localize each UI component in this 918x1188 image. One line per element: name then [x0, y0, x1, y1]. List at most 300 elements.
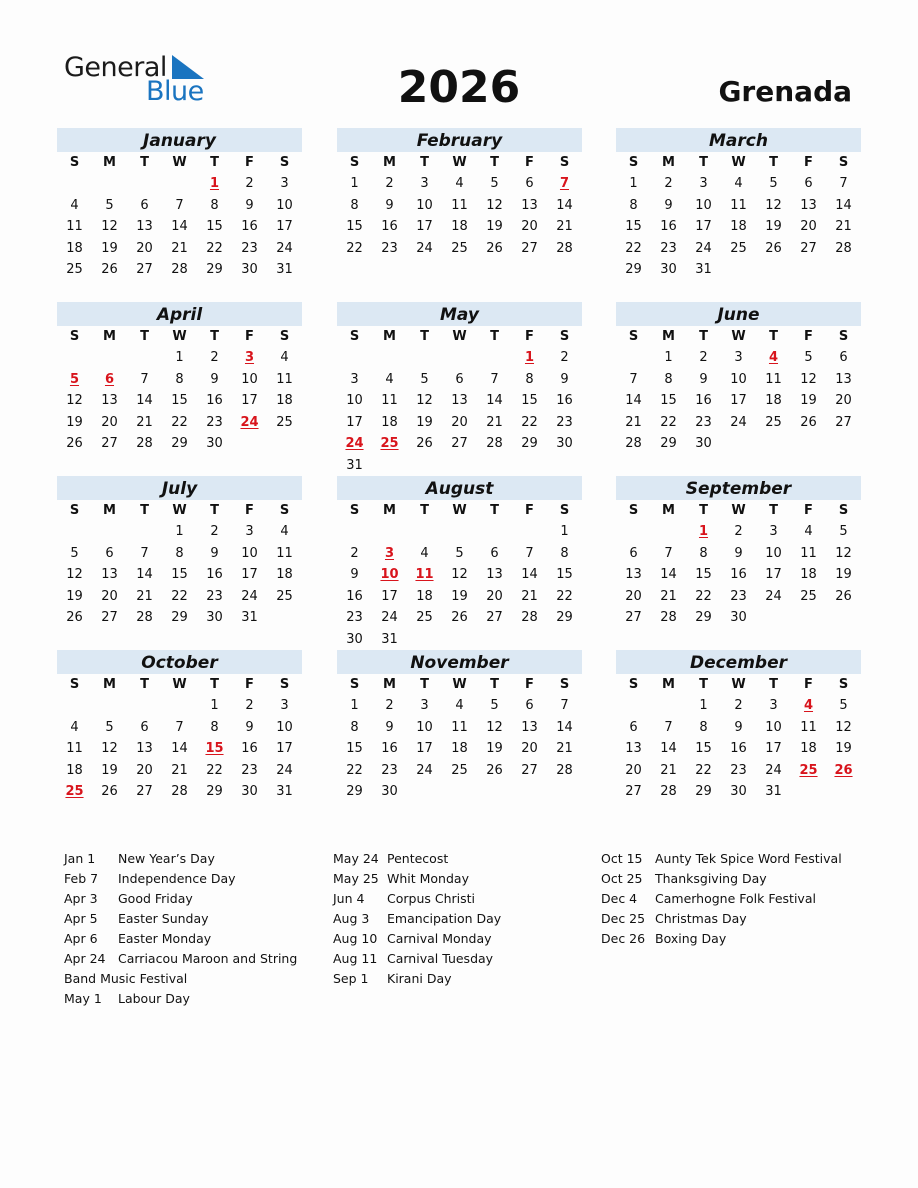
weekday-label: F — [525, 155, 534, 170]
weekday-label: M — [103, 677, 116, 692]
day-cell: 18 — [66, 240, 83, 256]
day-cell: 25 — [451, 762, 468, 778]
day-cell: 13 — [625, 567, 642, 583]
day-cell: 14 — [835, 197, 852, 213]
day-cell: 19 — [765, 219, 782, 235]
day-cell: 4 — [455, 176, 464, 191]
day-cell: 7 — [839, 176, 848, 191]
weekday-header-row — [57, 152, 302, 173]
day-cell: 8 — [560, 545, 569, 561]
day-cell: 16 — [241, 219, 258, 235]
day-cell: 26 — [835, 588, 852, 604]
day-cell: 22 — [695, 588, 712, 604]
day-cell: 6 — [629, 719, 638, 735]
day-cell: 7 — [140, 371, 149, 387]
holiday-name: Good Friday — [118, 891, 193, 906]
empty-day-cell — [547, 629, 582, 651]
day-cell: 16 — [695, 393, 712, 409]
holiday-list-item — [333, 949, 603, 969]
day-cell: 19 — [486, 741, 503, 757]
week-row — [337, 173, 582, 195]
day-cell: 14 — [171, 219, 188, 235]
month-september — [616, 476, 861, 629]
day-cell: 22 — [346, 240, 363, 256]
day-cell: 26 — [486, 762, 503, 778]
day-cell: 2 — [560, 350, 569, 365]
weekday-label: T — [769, 329, 778, 344]
day-cell: 21 — [486, 414, 503, 430]
day-cell: 6 — [525, 698, 534, 713]
day-cell: 13 — [835, 371, 852, 387]
day-cell: 13 — [521, 719, 538, 735]
day-cell: 6 — [839, 350, 848, 365]
holiday-list-item — [333, 909, 603, 929]
week-row — [57, 695, 302, 717]
week-row — [616, 238, 861, 260]
empty-day-cell — [651, 521, 686, 543]
day-cell: 15 — [206, 219, 223, 235]
holiday-date: Apr 24 — [64, 951, 106, 966]
holiday-day-cell: 10 — [380, 567, 399, 583]
day-cell: 28 — [556, 240, 573, 256]
day-cell: 24 — [416, 762, 433, 778]
day-cell: 1 — [350, 698, 359, 713]
week-row — [337, 760, 582, 782]
month-october — [57, 650, 302, 803]
day-cell: 2 — [385, 176, 394, 191]
weekday-header-row — [337, 674, 582, 695]
week-row — [337, 521, 582, 543]
holiday-name: Boxing Day — [655, 931, 727, 946]
day-cell: 24 — [730, 414, 747, 430]
day-cell: 12 — [66, 393, 83, 409]
day-cell: 21 — [625, 414, 642, 430]
day-cell: 12 — [835, 545, 852, 561]
weekday-label: T — [699, 155, 708, 170]
holiday-date: Dec 4 — [601, 891, 638, 906]
weekday-label: W — [172, 155, 187, 170]
month-name: March — [616, 128, 861, 152]
day-cell: 10 — [276, 719, 293, 735]
week-row — [337, 717, 582, 739]
day-cell: 31 — [346, 457, 363, 473]
holiday-name: Aunty Tek Spice Word Festival — [655, 851, 842, 866]
day-cell: 11 — [451, 197, 468, 213]
day-cell: 8 — [350, 719, 359, 735]
holiday-day-cell: 3 — [384, 545, 395, 561]
day-cell: 10 — [241, 545, 258, 561]
day-cell: 2 — [245, 176, 254, 191]
day-cell: 16 — [730, 567, 747, 583]
empty-day-cell — [127, 173, 162, 195]
day-cell: 11 — [800, 545, 817, 561]
empty-day-cell — [407, 781, 442, 803]
day-cell: 19 — [835, 567, 852, 583]
day-cell: 26 — [765, 240, 782, 256]
weekday-label: M — [662, 155, 675, 170]
month-name: December — [616, 650, 861, 674]
empty-day-cell — [616, 347, 651, 369]
weekday-label: S — [279, 503, 290, 518]
empty-day-cell — [267, 607, 302, 629]
holiday-date: Aug 11 — [333, 951, 378, 966]
day-cell: 13 — [800, 197, 817, 213]
empty-day-cell — [232, 433, 267, 455]
day-cell: 2 — [664, 176, 673, 191]
day-cell: 11 — [66, 741, 83, 757]
week-row — [337, 781, 582, 803]
day-cell: 28 — [136, 610, 153, 626]
empty-day-cell — [442, 455, 477, 477]
weekday-label: T — [769, 503, 778, 518]
empty-day-cell — [407, 347, 442, 369]
empty-day-cell — [512, 521, 547, 543]
day-cell: 17 — [241, 393, 258, 409]
day-cell: 15 — [171, 567, 188, 583]
day-cell: 15 — [171, 393, 188, 409]
day-cell: 31 — [276, 784, 293, 800]
weekday-header-row — [57, 326, 302, 347]
holiday-date: May 25 — [333, 871, 379, 886]
holiday-name: Labour Day — [118, 991, 190, 1006]
day-cell: 18 — [276, 567, 293, 583]
weekday-label: F — [245, 329, 254, 344]
week-row — [337, 390, 582, 412]
day-cell: 25 — [765, 414, 782, 430]
weekday-label: T — [420, 503, 429, 518]
weekday-label: T — [490, 329, 499, 344]
day-cell: 12 — [451, 567, 468, 583]
weekday-label: M — [103, 503, 116, 518]
day-cell: 10 — [416, 197, 433, 213]
day-cell: 3 — [769, 524, 778, 539]
day-cell: 16 — [730, 741, 747, 757]
week-row — [57, 521, 302, 543]
day-cell: 6 — [105, 545, 114, 561]
empty-day-cell — [92, 521, 127, 543]
holiday-name: Emancipation Day — [387, 911, 502, 926]
day-cell: 26 — [101, 784, 118, 800]
holiday-day-cell: 24 — [240, 414, 259, 430]
day-cell: 17 — [416, 741, 433, 757]
day-cell: 6 — [140, 719, 149, 735]
day-cell: 2 — [210, 350, 219, 365]
day-cell: 23 — [695, 414, 712, 430]
generalblue-logo — [64, 52, 214, 108]
week-row — [616, 173, 861, 195]
day-cell: 8 — [175, 371, 184, 387]
weekday-header-row — [616, 326, 861, 347]
empty-day-cell — [826, 781, 861, 803]
holiday-list-item — [601, 849, 871, 869]
empty-day-cell — [92, 347, 127, 369]
holiday-name: New Year’s Day — [118, 851, 215, 866]
week-row — [57, 564, 302, 586]
day-cell: 1 — [350, 176, 359, 191]
week-row — [616, 412, 861, 434]
month-august — [337, 476, 582, 651]
holiday-name: Easter Sunday — [118, 911, 209, 926]
weekday-label: W — [172, 503, 187, 518]
weekday-label: W — [172, 677, 187, 692]
day-cell: 20 — [521, 219, 538, 235]
week-row — [616, 259, 861, 281]
weekday-label: F — [804, 329, 813, 344]
holiday-day-cell: 1 — [698, 524, 709, 539]
day-cell: 27 — [835, 414, 852, 430]
week-row — [616, 738, 861, 760]
empty-day-cell — [442, 347, 477, 369]
empty-day-cell — [57, 695, 92, 717]
holiday-name: Carnival Monday — [387, 931, 492, 946]
week-row — [616, 347, 861, 369]
day-cell: 9 — [734, 545, 743, 561]
day-cell: 22 — [346, 762, 363, 778]
day-cell: 2 — [734, 698, 743, 713]
day-cell: 7 — [560, 698, 569, 713]
day-cell: 10 — [241, 371, 258, 387]
day-cell: 21 — [171, 240, 188, 256]
weekday-label: M — [383, 155, 396, 170]
weekday-label: S — [628, 677, 639, 692]
day-cell: 30 — [381, 784, 398, 800]
weekday-label: M — [662, 677, 675, 692]
day-cell: 24 — [276, 762, 293, 778]
day-cell: 24 — [276, 240, 293, 256]
day-cell: 1 — [175, 524, 184, 539]
day-cell: 25 — [800, 588, 817, 604]
day-cell: 4 — [420, 545, 429, 561]
empty-day-cell — [57, 173, 92, 195]
week-row — [57, 543, 302, 565]
day-cell: 6 — [455, 371, 464, 387]
day-cell: 28 — [521, 610, 538, 626]
holiday-name: Carnival Tuesday — [387, 951, 494, 966]
day-cell: 12 — [486, 197, 503, 213]
weekday-label: S — [559, 155, 570, 170]
day-cell: 28 — [136, 436, 153, 452]
weekday-label: S — [838, 329, 849, 344]
day-cell: 19 — [416, 414, 433, 430]
day-cell: 10 — [416, 719, 433, 735]
month-name: August — [337, 476, 582, 500]
holiday-list-item — [601, 889, 871, 909]
day-cell: 11 — [730, 197, 747, 213]
day-cell: 28 — [835, 240, 852, 256]
week-row — [337, 455, 582, 477]
weekday-label: T — [210, 503, 219, 518]
day-cell: 28 — [660, 784, 677, 800]
empty-day-cell — [651, 695, 686, 717]
holiday-date: Aug 10 — [333, 931, 378, 946]
day-cell: 5 — [70, 545, 79, 561]
holiday-date: Feb 7 — [64, 871, 99, 886]
day-cell: 5 — [455, 545, 464, 561]
day-cell: 28 — [486, 436, 503, 452]
day-cell: 20 — [101, 414, 118, 430]
weekday-header-row — [616, 500, 861, 521]
day-cell: 25 — [416, 610, 433, 626]
holiday-list-item — [64, 969, 334, 989]
day-cell: 12 — [835, 719, 852, 735]
weekday-label: S — [349, 155, 360, 170]
day-cell: 14 — [486, 393, 503, 409]
day-cell: 1 — [664, 350, 673, 365]
week-row — [616, 760, 861, 782]
day-cell: 23 — [381, 240, 398, 256]
day-cell: 24 — [241, 588, 258, 604]
day-cell: 16 — [346, 588, 363, 604]
day-cell: 4 — [385, 371, 394, 387]
empty-day-cell — [547, 455, 582, 477]
holiday-list-item — [64, 949, 334, 969]
day-cell: 23 — [206, 588, 223, 604]
empty-day-cell — [477, 781, 512, 803]
day-cell: 22 — [556, 588, 573, 604]
day-cell: 28 — [660, 610, 677, 626]
empty-day-cell — [407, 455, 442, 477]
day-cell: 3 — [280, 176, 289, 191]
empty-day-cell — [442, 629, 477, 651]
day-cell: 25 — [66, 262, 83, 278]
weekday-label: S — [628, 329, 639, 344]
day-cell: 31 — [765, 784, 782, 800]
week-row — [616, 521, 861, 543]
day-cell: 9 — [385, 197, 394, 213]
week-row — [337, 629, 582, 651]
empty-day-cell — [512, 629, 547, 651]
day-cell: 31 — [381, 631, 398, 647]
day-cell: 4 — [280, 524, 289, 539]
day-cell: 12 — [486, 719, 503, 735]
day-cell: 15 — [695, 567, 712, 583]
day-cell: 5 — [839, 524, 848, 539]
day-cell: 10 — [765, 545, 782, 561]
holiday-name: Thanksgiving Day — [655, 871, 767, 886]
day-cell: 14 — [556, 719, 573, 735]
day-cell: 15 — [346, 219, 363, 235]
day-cell: 25 — [276, 588, 293, 604]
day-cell: 3 — [420, 698, 429, 713]
day-cell: 3 — [734, 350, 743, 365]
day-cell: 29 — [206, 784, 223, 800]
weekday-label: M — [103, 329, 116, 344]
day-cell: 7 — [629, 371, 638, 387]
day-cell: 29 — [171, 610, 188, 626]
day-cell: 23 — [660, 240, 677, 256]
holiday-date: Apr 3 — [64, 891, 98, 906]
holiday-name: Corpus Christi — [387, 891, 476, 906]
day-cell: 20 — [136, 240, 153, 256]
day-cell: 18 — [800, 741, 817, 757]
day-cell: 19 — [101, 240, 118, 256]
week-row — [57, 738, 302, 760]
day-cell: 16 — [206, 567, 223, 583]
day-cell: 28 — [171, 262, 188, 278]
week-row — [57, 433, 302, 455]
weekday-label: W — [731, 155, 746, 170]
day-cell: 23 — [241, 240, 258, 256]
weekday-label: T — [769, 155, 778, 170]
weekday-label: S — [838, 503, 849, 518]
day-cell: 13 — [101, 393, 118, 409]
week-row — [57, 781, 302, 803]
day-cell: 10 — [730, 371, 747, 387]
holiday-list-item — [333, 929, 603, 949]
empty-day-cell — [826, 433, 861, 455]
holiday-day-cell: 25 — [380, 436, 399, 452]
day-cell: 12 — [416, 393, 433, 409]
weekday-label: W — [731, 329, 746, 344]
day-cell: 2 — [210, 524, 219, 539]
day-cell: 28 — [625, 436, 642, 452]
day-cell: 15 — [346, 741, 363, 757]
holiday-name: Band Music Festival — [64, 971, 188, 986]
holiday-list-item — [64, 849, 334, 869]
holiday-list-item — [64, 929, 334, 949]
week-row — [337, 543, 582, 565]
empty-day-cell — [826, 259, 861, 281]
day-cell: 3 — [420, 176, 429, 191]
weekday-label: T — [210, 677, 219, 692]
day-cell: 25 — [451, 240, 468, 256]
weekday-label: W — [731, 503, 746, 518]
day-cell: 15 — [625, 219, 642, 235]
holiday-date: Aug 3 — [333, 911, 370, 926]
week-row — [337, 738, 582, 760]
day-cell: 23 — [730, 762, 747, 778]
day-cell: 22 — [660, 414, 677, 430]
empty-day-cell — [756, 433, 791, 455]
day-cell: 13 — [136, 219, 153, 235]
day-cell: 30 — [346, 631, 363, 647]
day-cell: 3 — [699, 176, 708, 191]
weekday-label: M — [383, 503, 396, 518]
day-cell: 24 — [381, 610, 398, 626]
empty-day-cell — [57, 521, 92, 543]
day-cell: 14 — [136, 567, 153, 583]
weekday-label: S — [559, 329, 570, 344]
day-cell: 20 — [625, 762, 642, 778]
week-row — [337, 238, 582, 260]
day-cell: 14 — [660, 567, 677, 583]
month-june — [616, 302, 861, 455]
day-cell: 27 — [136, 784, 153, 800]
day-cell: 12 — [101, 741, 118, 757]
weekday-label: T — [420, 155, 429, 170]
day-cell: 24 — [765, 588, 782, 604]
day-cell: 7 — [525, 545, 534, 561]
weekday-header-row — [616, 674, 861, 695]
day-cell: 17 — [276, 741, 293, 757]
month-name: April — [57, 302, 302, 326]
day-cell: 30 — [206, 436, 223, 452]
empty-day-cell — [372, 455, 407, 477]
day-cell: 13 — [625, 741, 642, 757]
holiday-list-item — [601, 929, 871, 949]
holiday-date: Oct 15 — [601, 851, 643, 866]
week-row — [616, 781, 861, 803]
month-january — [57, 128, 302, 281]
day-cell: 17 — [695, 219, 712, 235]
day-cell: 23 — [241, 762, 258, 778]
weekday-label: S — [559, 677, 570, 692]
weekday-label: S — [628, 503, 639, 518]
holiday-name: Carriacou Maroon and String — [118, 951, 298, 966]
holiday-day-cell: 4 — [768, 350, 779, 365]
day-cell: 23 — [346, 610, 363, 626]
month-february — [337, 128, 582, 259]
